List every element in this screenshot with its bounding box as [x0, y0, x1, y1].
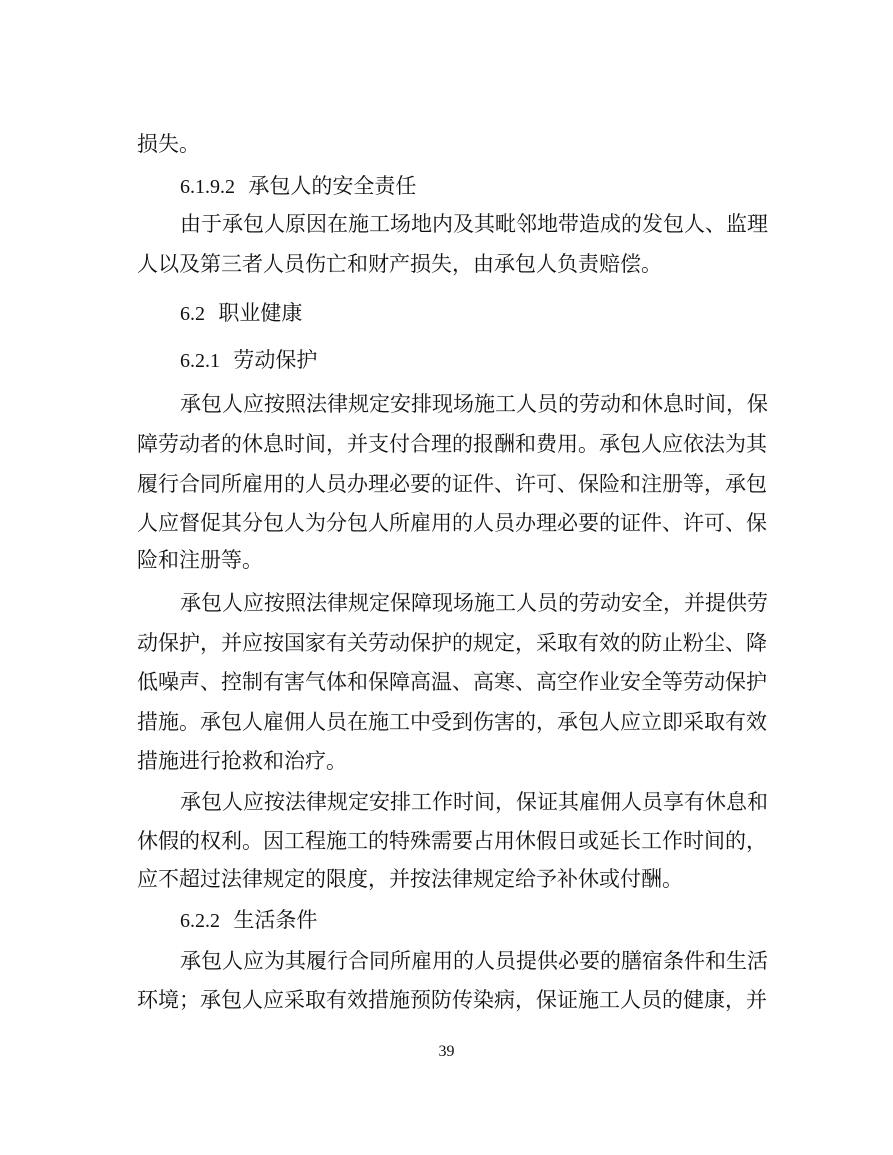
paragraph-line: 措施进行抢救和治疗。	[137, 749, 347, 773]
section-heading-6-2-1	[180, 347, 317, 374]
section-number: 6.2.2	[180, 910, 220, 932]
section-title: 职业健康	[218, 301, 303, 325]
paragraph-line: 人以及第三者人员伤亡和财产损失，由承包人负责赔偿。	[137, 252, 662, 276]
paragraph-line: 承包人应按照法律规定保障现场施工人员的劳动安全，并提供劳	[180, 591, 768, 615]
paragraph-line: 险和注册等。	[137, 548, 263, 572]
page-number: 39	[438, 1043, 455, 1060]
paragraph-line: 承包人应按法律规定安排工作时间，保证其雇佣人员享有休息和	[180, 790, 768, 814]
paragraph-line: 承包人应为其履行合同所雇用的人员提供必要的膳宿条件和生活	[180, 949, 768, 973]
paragraph-line: 承包人应按照法律规定安排现场施工人员的劳动和休息时间，保	[180, 392, 768, 416]
section-heading-6-2	[180, 300, 302, 327]
paragraph-line: 由于承包人原因在施工场地内及其毗邻地带造成的发包人、监理	[180, 212, 768, 236]
paragraph-line: 休假的权利。因工程施工的特殊需要占用休假日或延长工作时间的，	[137, 829, 767, 853]
paragraph-line: 人应督促其分包人为分包人所雇用的人员办理必要的证件、许可、保	[137, 511, 767, 535]
section-number: 6.1.9.2	[180, 176, 235, 198]
paragraph-line: 应不超过法律规定的限度，并按法律规定给予补休或付酬。	[137, 867, 683, 891]
paragraph-line: 履行合同所雇用的人员办理必要的证件、许可、保险和注册等，承包	[137, 472, 767, 496]
section-title: 承包人的安全责任	[248, 174, 417, 198]
paragraph-line: 低噪声、控制有害气体和保障高温、高寒、高空作业安全等劳动保护	[137, 670, 767, 694]
paragraph-line: 动保护，并应按国家有关劳动保护的规定，采取有效的防止粉尘、降	[137, 631, 767, 655]
paragraph-line: 损失。	[137, 132, 200, 156]
section-heading-6-1-9-2	[180, 173, 416, 200]
section-title: 生活条件	[233, 908, 318, 932]
section-title: 劳动保护	[233, 348, 318, 372]
paragraph-line: 障劳动者的休息时间，并支付合理的报酬和费用。承包人应依法为其	[137, 432, 767, 456]
section-number: 6.2.1	[180, 350, 220, 372]
section-number: 6.2	[180, 303, 205, 325]
paragraph-line: 环境；承包人应采取有效措施预防传染病，保证施工人员的健康，并	[137, 988, 767, 1012]
section-heading-6-2-2	[180, 907, 317, 934]
paragraph-line: 措施。承包人雇佣人员在施工中受到伤害的，承包人应立即采取有效	[137, 710, 767, 734]
